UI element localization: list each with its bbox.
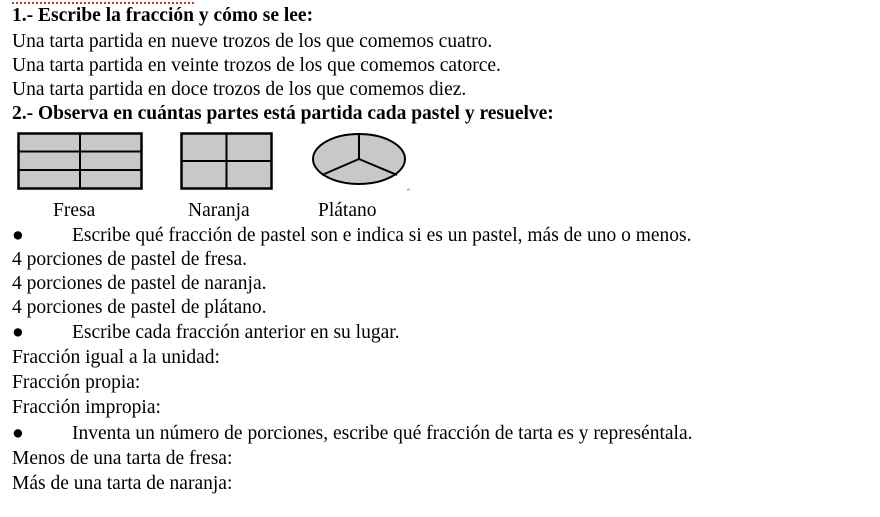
cake-label-platano: Plátano	[318, 200, 377, 221]
rectangle-six-parts-icon	[17, 132, 143, 190]
task2-instruction-row	[12, 321, 400, 345]
task1-instruction-row	[12, 224, 692, 248]
bullet-icon: ●	[12, 423, 24, 444]
section1-item-1: Una tarta partida en nueve trozos de los que comemos cuatro.	[12, 31, 493, 52]
task2-instruction: Escribe cada fracción anterior en su lugar.	[72, 322, 400, 343]
task3-line-1: Menos de una tarta de fresa:	[12, 448, 233, 469]
task2-line-1: Fracción igual a la unidad:	[12, 347, 220, 368]
bullet-icon: ●	[12, 225, 24, 246]
oval-three-parts-icon	[309, 132, 413, 194]
section2-heading: 2.- Observa en cuántas partes está partida cada pastel y resuelve:	[12, 103, 554, 124]
task1-instruction: Escribe qué fracción de pastel son e indica si es un pastel, más de uno o menos.	[72, 225, 692, 246]
section1-item-2: Una tarta partida en veinte trozos de los que comemos catorce.	[12, 55, 501, 76]
task2-line-3: Fracción impropia:	[12, 397, 161, 418]
task2-line-2: Fracción propia:	[12, 372, 141, 393]
task1-line-3: 4 porciones de pastel de plátano.	[12, 297, 267, 318]
cake-label-fresa: Fresa	[53, 200, 96, 221]
task3-line-2: Más de una tarta de naranja:	[12, 473, 233, 494]
task3-instruction-row	[12, 422, 692, 446]
task1-line-1: 4 porciones de pastel de fresa.	[12, 249, 247, 270]
rectangle-four-parts-icon	[180, 132, 273, 190]
bullet-icon: ●	[12, 322, 24, 343]
task3-instruction: Inventa un número de porciones, escribe qué fracción de tarta es y represéntala.	[72, 423, 693, 444]
section1-heading: 1.- Escribe la fracción y cómo se lee:	[12, 5, 314, 26]
cake-label-naranja: Naranja	[188, 200, 250, 221]
section1-item-3: Una tarta partida en doce trozos de los que comemos diez.	[12, 79, 467, 100]
task1-line-2: 4 porciones de pastel de naranja.	[12, 273, 267, 294]
